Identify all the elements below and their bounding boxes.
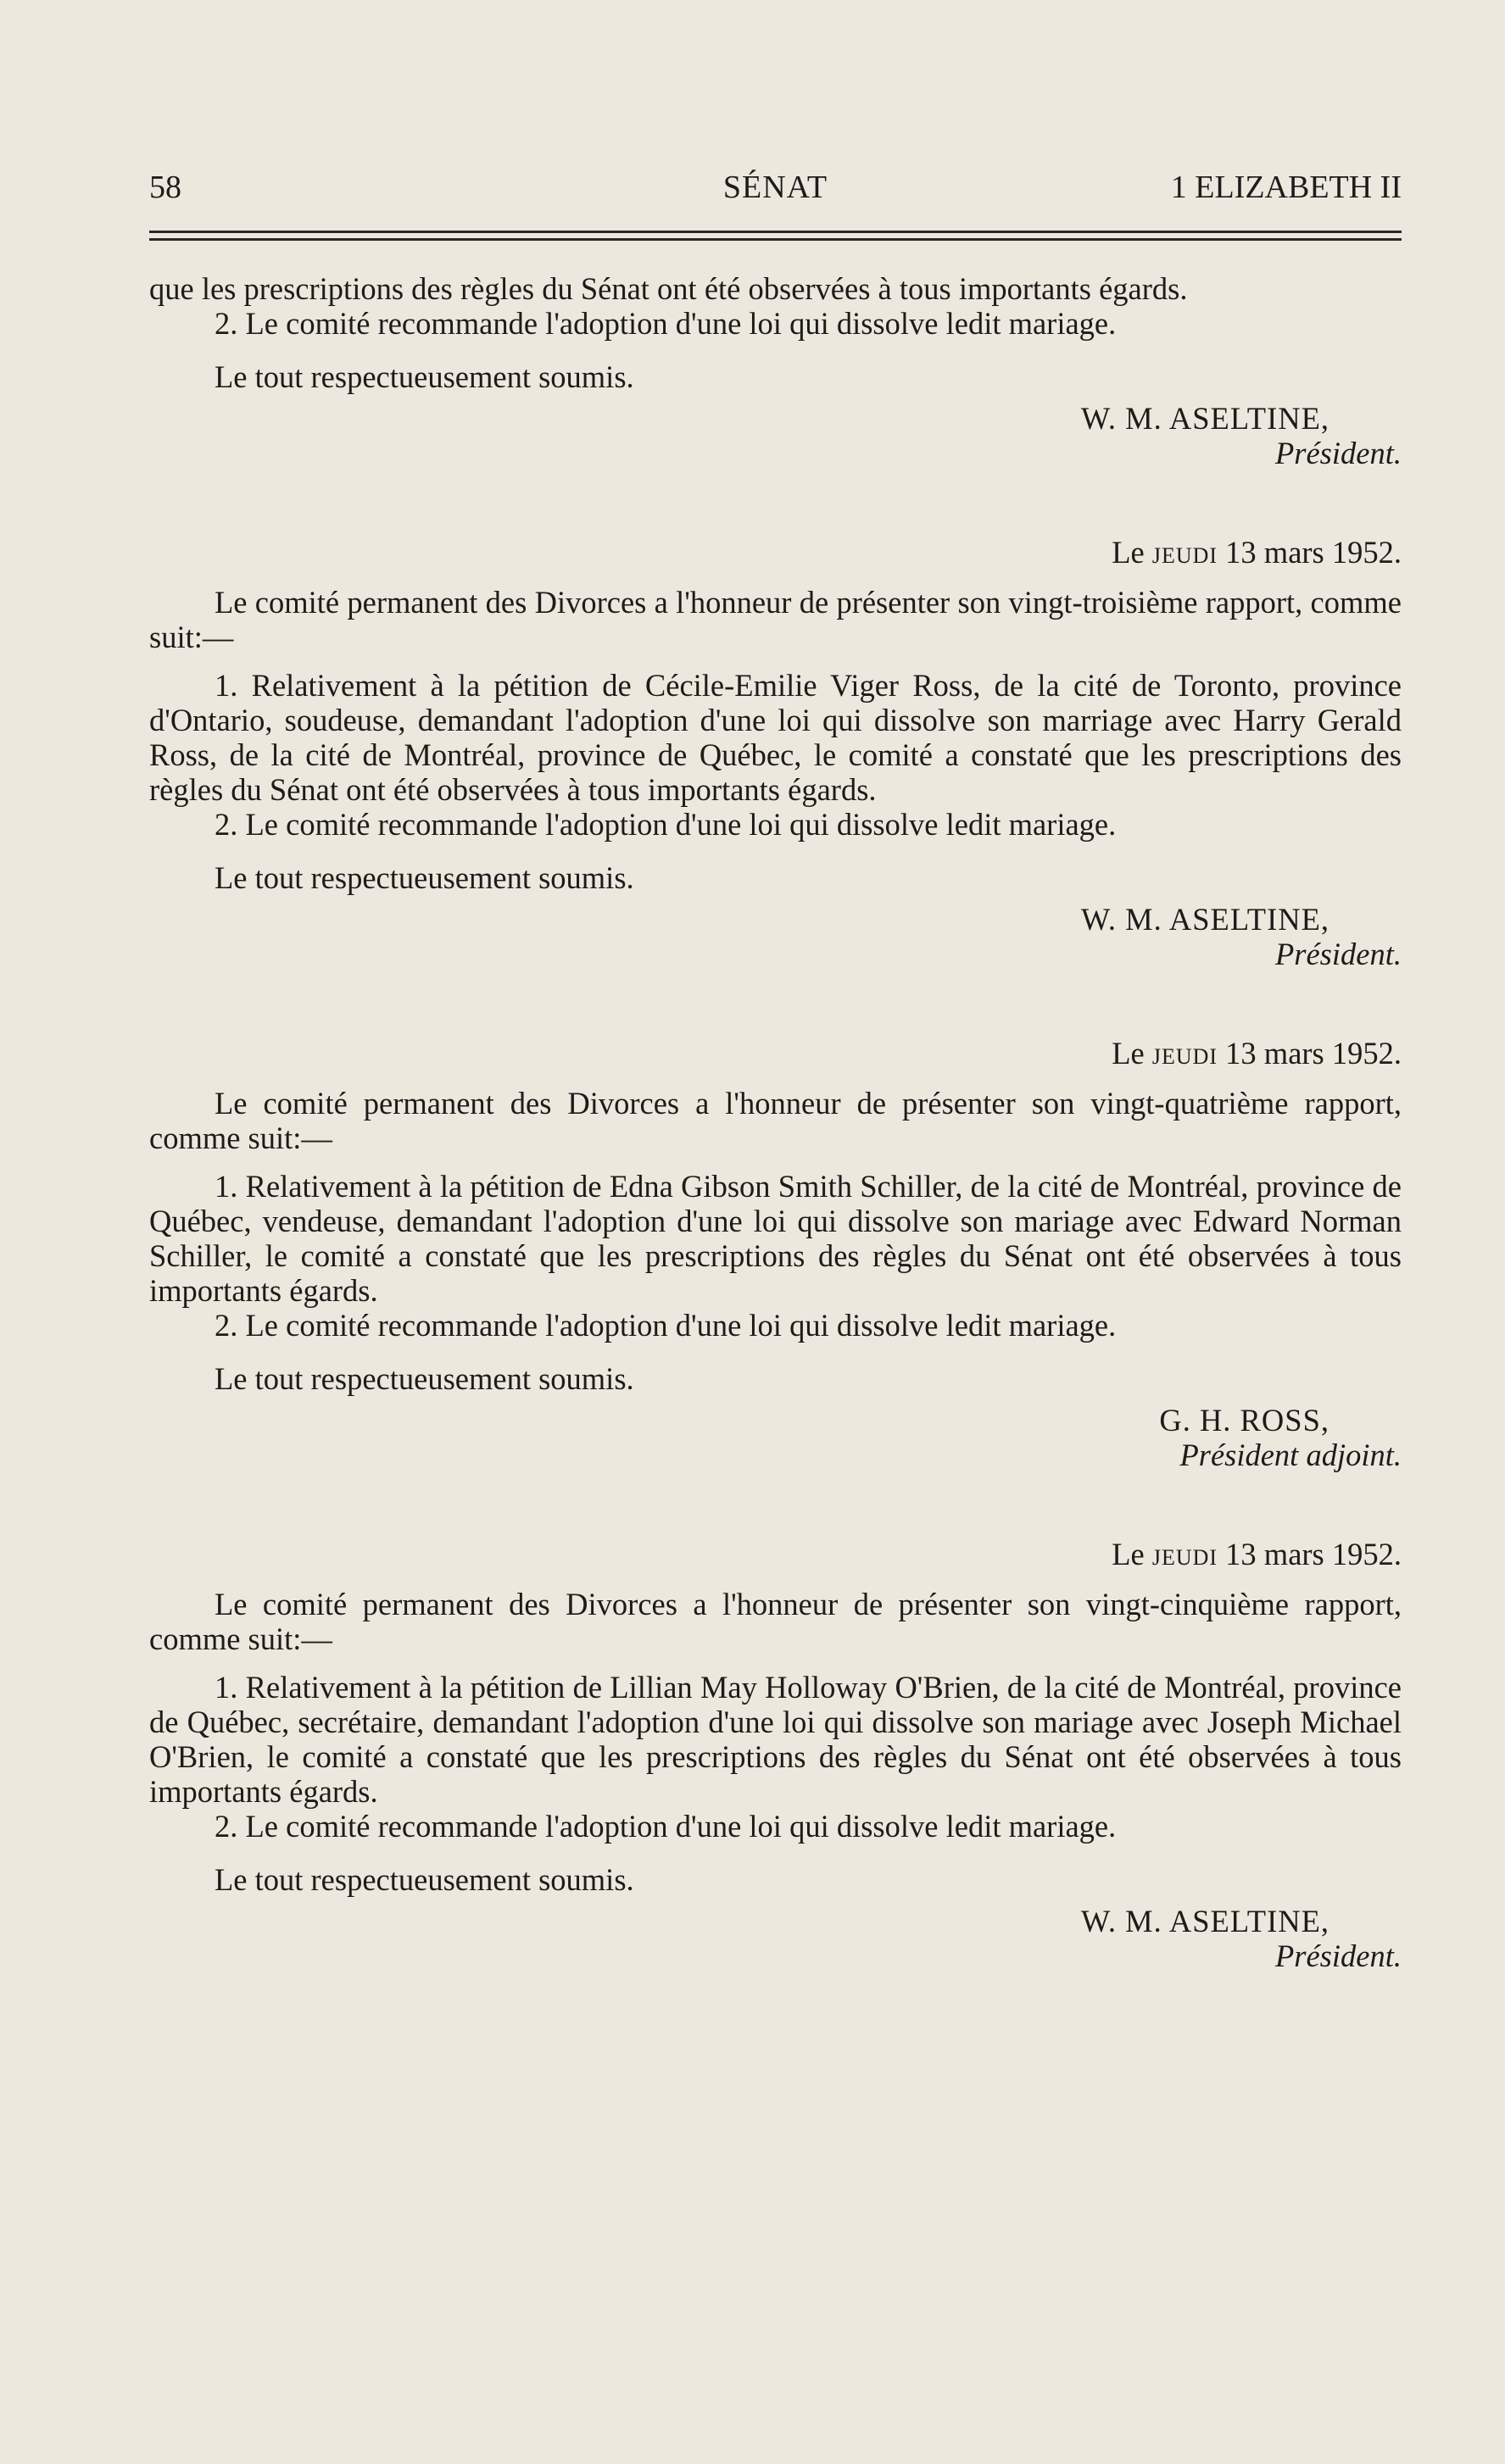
report-23 <box>149 535 1402 971</box>
opening-recommendation: 2. Le comité recommande l'adoption d'une loi qui dissolve ledit mariage. <box>215 306 1117 341</box>
report-signature <box>149 1403 1402 1472</box>
opening-closing: Le tout respectueusement soumis. <box>215 359 634 394</box>
signature-name: G. H. ROSS, <box>1159 1403 1329 1438</box>
report-intro: Le comité permanent des Divorces a l'honneur de présenter son vingt-troisième rapport, comme suit:— <box>149 585 1402 654</box>
report-date-day: jeudi <box>1151 1537 1218 1571</box>
report-recommendation: 2. Le comité recommande l'adoption d'une loi qui dissolve ledit mariage. <box>215 1308 1117 1343</box>
report-closing: Le tout respectueusement soumis. <box>215 1361 634 1396</box>
signature-role: Président. <box>1274 1938 1402 1973</box>
report-closing: Le tout respectueusement soumis. <box>215 1862 634 1897</box>
report-intro: Le comité permanent des Divorces a l'honneur de présenter son vingt-quatrième rapport, comme suit:— <box>149 1086 1402 1155</box>
signature-role: Président adjoint. <box>1179 1438 1402 1472</box>
page-body <box>149 271 1402 1973</box>
report-paragraph: 1. Relativement à la pétition de Lillian May Holloway O'Brien, de la cité de Montréal, province de Québec, secrétaire, demandant l'adoption d'une loi qui dissolve son mariage avec Joseph Michael O'Brien, le comité a constaté que les prescriptions des règles du Sénat ont été observées à tous importants égards. <box>149 1670 1402 1809</box>
page-number: 58 <box>149 170 181 205</box>
report-recommendation: 2. Le comité recommande l'adoption d'une loi qui dissolve ledit mariage. <box>215 807 1117 842</box>
report-date-day: jeudi <box>1151 1036 1218 1071</box>
header-rule-top <box>149 231 1402 233</box>
report-closing: Le tout respectueusement soumis. <box>215 860 634 895</box>
report-25 <box>149 1537 1402 1973</box>
signature-role: Président. <box>1274 937 1402 971</box>
report-date: Le jeudi 13 mars 1952. <box>1112 1036 1402 1071</box>
report-date: Le jeudi 13 mars 1952. <box>1112 1537 1402 1571</box>
signature-role: Président. <box>1274 436 1402 470</box>
regnal-year: 1 ELIZABETH II <box>1170 170 1402 205</box>
report-24 <box>149 1036 1402 1472</box>
report-signature <box>149 902 1402 971</box>
report-paragraph: 1. Relativement à la pétition de Edna Gibson Smith Schiller, de la cité de Montréal, province de Québec, vendeuse, demandant l'adoption d'une loi qui dissolve son mariage avec Edward Norman Schiller, le comité a constaté que les prescriptions des règles du Sénat ont été observées à tous importants égards. <box>149 1169 1402 1308</box>
page-title: SÉNAT <box>722 170 828 205</box>
page-header <box>149 166 1402 209</box>
report-intro: Le comité permanent des Divorces a l'honneur de présenter son vingt-cinquième rapport, comme suit:— <box>149 1587 1402 1656</box>
opening-report-continuation <box>149 271 1402 470</box>
report-recommendation: 2. Le comité recommande l'adoption d'une loi qui dissolve ledit mariage. <box>215 1809 1117 1844</box>
header-rule-bottom <box>149 238 1402 241</box>
signature-name: W. M. ASELTINE, <box>1080 401 1329 436</box>
opening-text: que les prescriptions des règles du Sénat ont été observées à tous importants égards. <box>149 271 1188 306</box>
report-date: Le jeudi 13 mars 1952. <box>1112 535 1402 570</box>
report-signature <box>149 1904 1402 1973</box>
signature-name: W. M. ASELTINE, <box>1080 1904 1329 1938</box>
signature-name: W. M. ASELTINE, <box>1080 902 1329 937</box>
report-paragraph: 1. Relativement à la pétition de Cécile-Emilie Viger Ross, de la cité de Toronto, province d'Ontario, soudeuse, demandant l'adoption d'une loi qui dissolve son marriage avec Harry Gerald Ross, de la cité de Montréal, province de Québec, le comité a constaté que les prescriptions des règles du Sénat ont été observées à tous importants égards. <box>149 668 1402 807</box>
opening-signature <box>149 401 1402 470</box>
report-date-day: jeudi <box>1151 535 1218 570</box>
